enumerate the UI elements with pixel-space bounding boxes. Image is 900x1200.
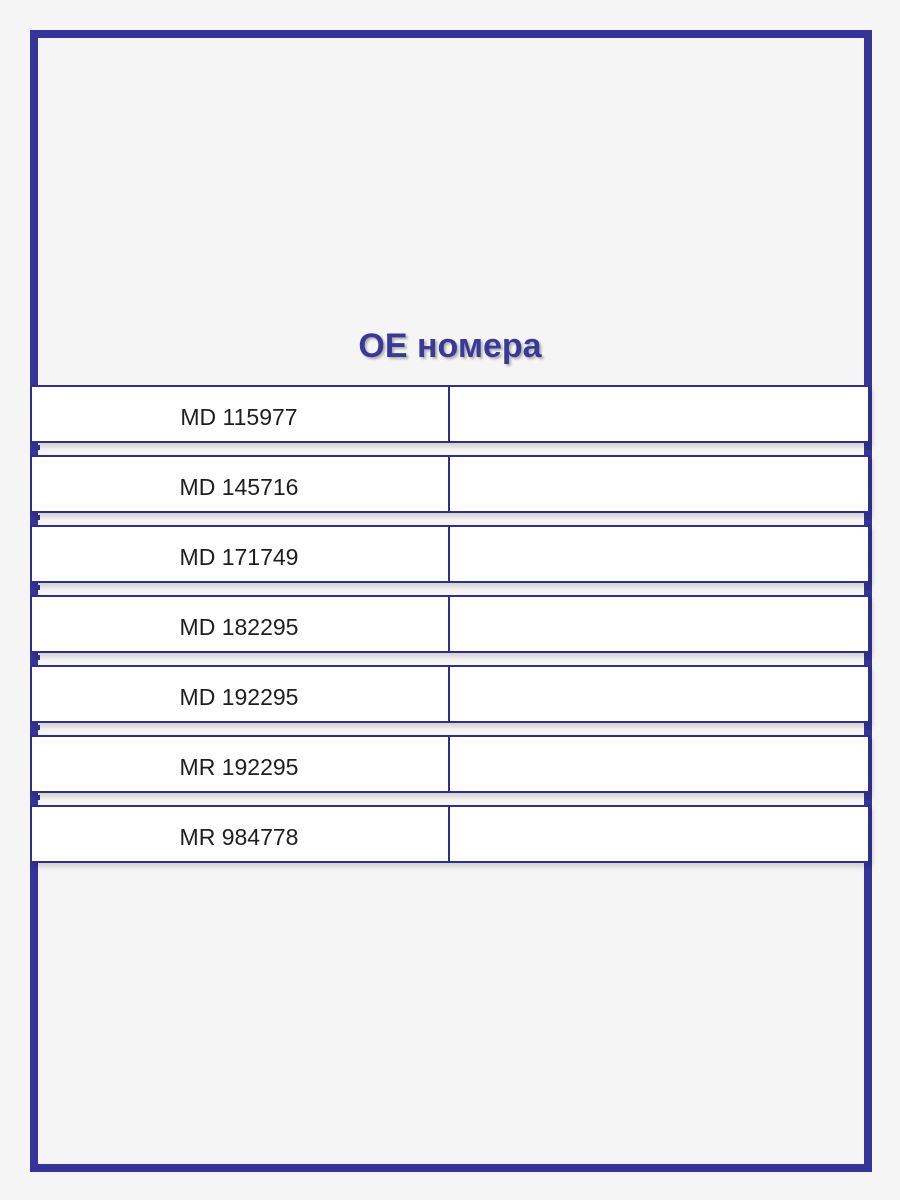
oe-number: MR 984778 <box>179 824 299 850</box>
oe-number-cell <box>32 527 450 581</box>
table-row <box>30 805 870 863</box>
empty-cell <box>450 457 868 511</box>
oe-number-cell <box>32 457 450 511</box>
empty-cell <box>450 597 868 651</box>
table-row <box>30 595 870 653</box>
oe-number-cell <box>32 667 450 721</box>
table-row <box>30 735 870 793</box>
oe-number-cell <box>32 737 450 791</box>
oe-number: MD 171749 <box>179 544 299 570</box>
table-row <box>30 525 870 583</box>
oe-number: MD 182295 <box>179 614 299 640</box>
oe-number: MD 145716 <box>179 474 299 500</box>
empty-cell <box>450 807 868 861</box>
table-row <box>30 385 870 443</box>
empty-cell <box>450 527 868 581</box>
empty-cell <box>450 667 868 721</box>
oe-number: MR 192295 <box>179 754 299 780</box>
oe-number-cell <box>32 387 450 441</box>
empty-cell <box>450 737 868 791</box>
empty-cell <box>450 387 868 441</box>
table-row <box>30 665 870 723</box>
oe-number-table <box>30 385 872 875</box>
oe-number-cell <box>32 597 450 651</box>
table-row <box>30 455 870 513</box>
oe-number: MD 192295 <box>179 684 299 710</box>
oe-number-cell <box>32 807 450 861</box>
page-title: OE номера <box>358 327 542 365</box>
oe-number: MD 115977 <box>180 404 298 430</box>
